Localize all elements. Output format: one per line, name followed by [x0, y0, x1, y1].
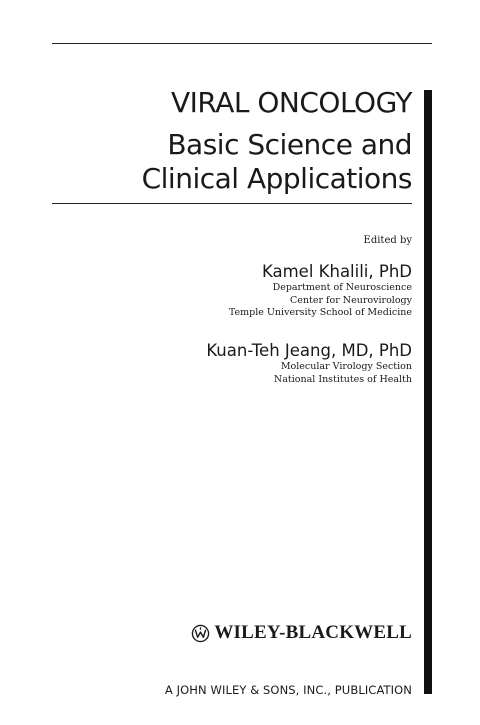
title-main: VIRAL ONCOLOGY	[170, 86, 412, 119]
edited-by-label: Edited by	[363, 235, 412, 246]
book-title	[142, 84, 412, 196]
publication-line: A JOHN WILEY & SONS, INC., PUBLICATION	[164, 683, 412, 697]
subtitle-line-1: Basic Science and	[167, 128, 412, 161]
wiley-logo-icon	[191, 624, 210, 643]
subtitle	[142, 128, 412, 196]
editor-name: Kamel Khalili, PhD	[261, 262, 412, 281]
editor-affiliation: Molecular Virology Section	[280, 361, 412, 372]
editor-2	[206, 341, 412, 386]
publisher-name: WILEY-BLACKWELL	[214, 622, 412, 643]
editor-affiliation: National Institutes of Health	[273, 373, 412, 385]
editor-affiliation: Temple University School of Medicine	[228, 307, 412, 318]
publisher	[191, 622, 412, 644]
subtitle-line-2: Clinical Applications	[141, 162, 412, 195]
editor-name: Kuan-Teh Jeang, MD, PhD	[206, 341, 412, 360]
editor-affiliation: Center for Neurovirology	[290, 294, 412, 306]
vertical-accent-bar	[424, 90, 432, 694]
title-rule	[52, 203, 412, 204]
editor-affiliation: Department of Neuroscience	[272, 282, 412, 293]
top-rule	[52, 43, 432, 44]
editor-1	[229, 262, 412, 320]
